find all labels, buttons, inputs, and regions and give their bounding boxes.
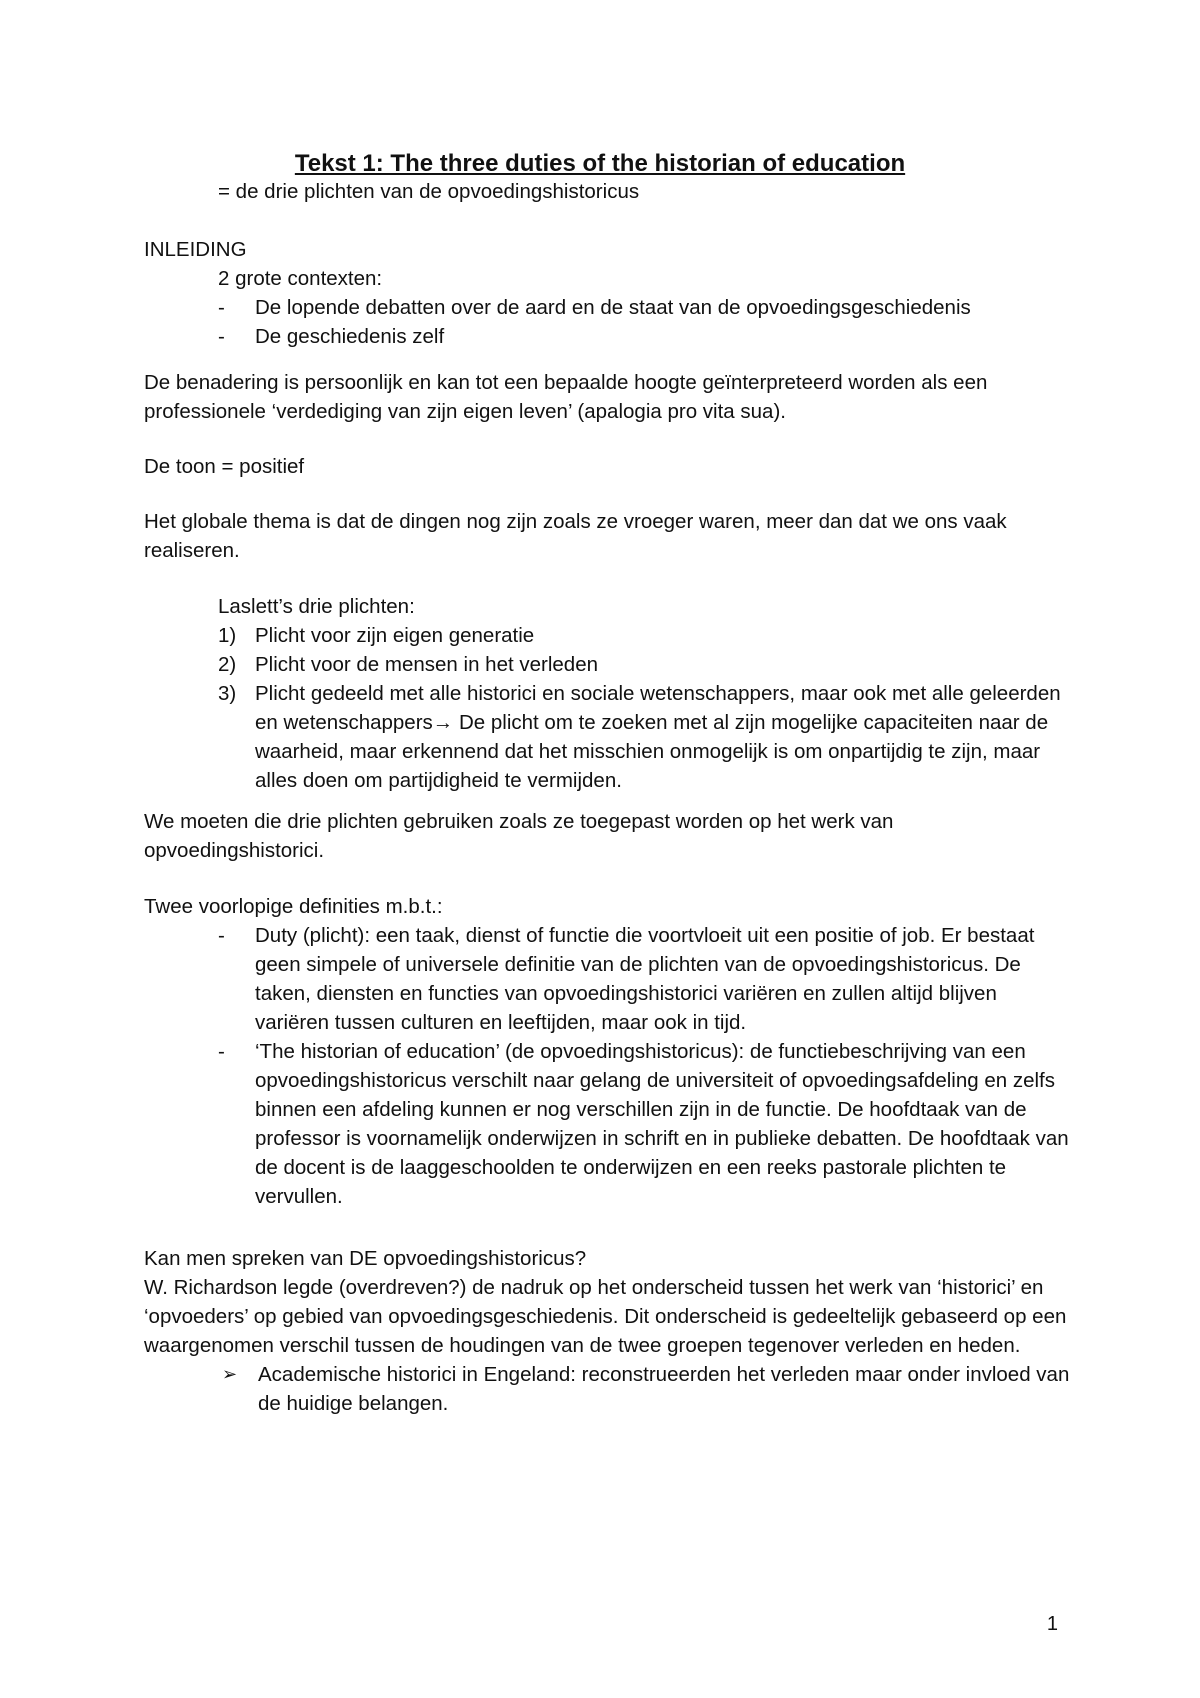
- arrow-bullet-icon: ➢: [222, 1364, 238, 1384]
- contexts-label: 2 grote contexten:: [218, 267, 383, 290]
- apply-paragraph: We moeten die drie plichten gebruiken zoals ze toegepast worden op het werk van opvoedingshistorici.: [144, 810, 894, 862]
- richardson-paragraph: W. Richardson legde (overdreven?) de nadruk op het onderscheid tussen het werk van ‘historici’ en ‘opvoeders’ op gebied van opvoedingsgeschiedenis. Dit onderscheid is gedeeltelijk gebaseerd op een waargenomen verschil tussen de houdingen van de twee groepen tegenover verleden en heden.: [144, 1276, 1067, 1357]
- definitions-label: Twee voorlopige definities m.b.t.:: [144, 895, 443, 918]
- subtitle-block: [144, 177, 1074, 206]
- question: Kan men spreken van DE opvoedingshistoricus?: [144, 1247, 587, 1270]
- list-item: - De lopende debatten over de aard en de staat van de opvoedingsgeschiedenis: [218, 296, 971, 319]
- definitions-list: [144, 921, 1074, 1211]
- duties-section: [144, 592, 1074, 795]
- list-item: 3) Plicht gedeeld met alle historici en sociale wetenschappers, maar ook met alle geleerden en wetenschappers→ De plicht om te zoeken met al zijn mogelijke capaciteiten naar de waarheid, maar erkennend dat het misschien onmogelijk is om onpartijdig te zijn, maar alles doen om partijdigheid te vermijden.: [218, 682, 1061, 792]
- definitions-section: [144, 892, 1074, 1211]
- subtitle: = de drie plichten van de opvoedingshistoricus: [218, 180, 640, 203]
- duties-list: [144, 621, 1074, 795]
- list-item: ➢ Academische historici in Engeland: reconstrueerden het verleden maar onder invloed van de huidige belangen.: [144, 1360, 1074, 1418]
- page-number: 1: [1046, 1613, 1058, 1635]
- richardson-section: [144, 1244, 1074, 1418]
- intro-section: [144, 235, 1074, 351]
- document-title: Tekst 1: The three duties of the historian of education: [294, 150, 906, 177]
- list-item: - Duty (plicht): een taak, dienst of functie die voortvloeit uit een positie of job. Er bestaat geen simpele of universele definitie van de plichten van de opvoedingshistoricus. De taken, diensten en functies van opvoedingshistorici variëren en zullen altijd blijven variëren tussen culturen en leeftijden, maar ook in tijd.: [218, 924, 1035, 1034]
- list-item: 1) Plicht voor zijn eigen generatie: [218, 624, 535, 647]
- list-item: 2) Plicht voor de mensen in het verleden: [218, 653, 599, 676]
- arrow-list: [144, 1360, 1074, 1418]
- list-item: - De geschiedenis zelf: [218, 325, 445, 348]
- intro-heading: INLEIDING: [144, 238, 247, 261]
- list-item: - ‘The historian of education’ (de opvoedingshistoricus): de functiebeschrijving van een opvoedingshistoricus verschilt naar gelang de universiteit of opvoedingsafdeling en zelfs binnen een afdeling kunnen er nog verschillen zijn in de functie. De hoofdtaak van de professor is voornamelijk onderwijzen in schrift en in publieke debatten. De hoofdtaak van de docent is de laaggeschoolden te onderwijzen en een reeks pastorale plichten te vervullen.: [218, 1040, 1069, 1208]
- contexts-list: [144, 293, 1074, 351]
- theme-paragraph: Het globale thema is dat de dingen nog zijn zoals ze vroeger waren, meer dan dat we ons vaak realiseren.: [144, 510, 1007, 562]
- duties-label: Laslett’s drie plichten:: [218, 595, 415, 618]
- tone-paragraph: De toon = positief: [144, 455, 305, 478]
- approach-paragraph: De benadering is persoonlijk en kan tot een bepaalde hoogte geïnterpreteerd worden als een professionele ‘verdediging van zijn eigen leven’ (apalogia pro vita sua).: [144, 371, 988, 423]
